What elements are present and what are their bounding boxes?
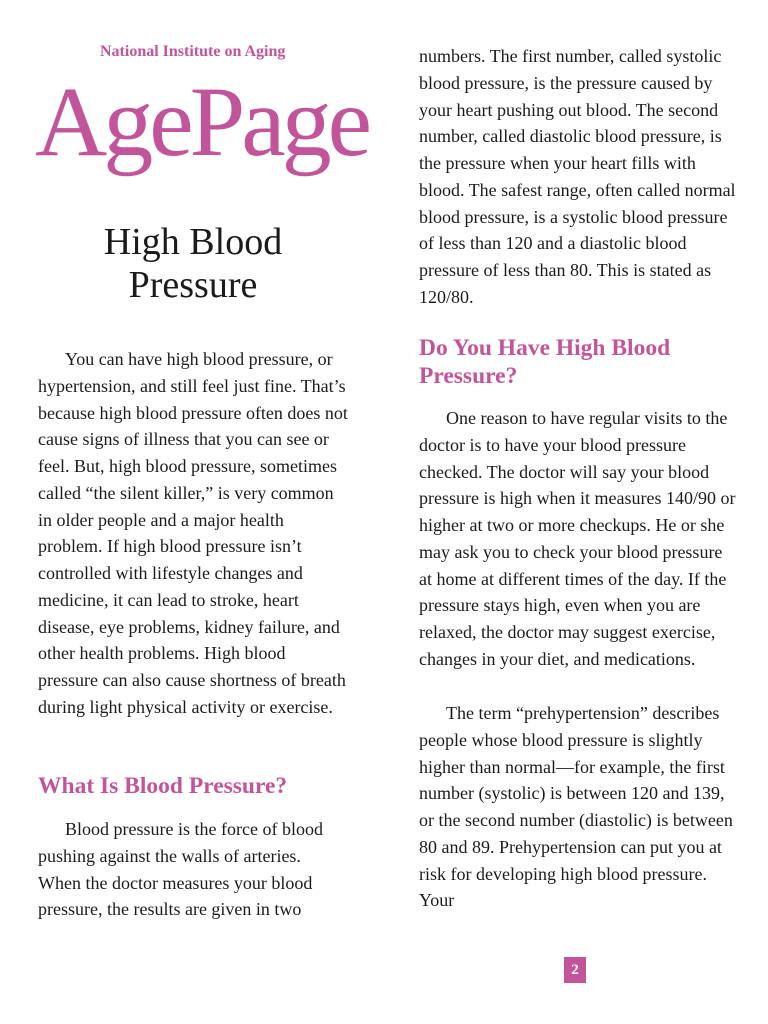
blood-pressure-definition-paragraph-end: numbers. The first number, called systolic blood pressure, is the pressure caused by your heart pushing out blood. The second number, called diastolic blood pressure, is the pressure when your heart fills with blood. The safest range, often called normal blood pressure, is a systolic blood pressure of less than 120 and a diastolic blood pressure of less than 80. This is stated as 120/80. <box>419 46 736 307</box>
organization-name: National Institute on Aging <box>100 43 286 60</box>
prehypertension-paragraph: The term “prehypertension” describes people whose blood pressure is slightly higher than normal—for example, the first number (systolic) is between 120 and 139, or the second number (diastolic) is between 80 and 89. Prehypertension can put you at risk for developing high blood pressure. Your <box>419 703 733 911</box>
agepage-logo: AgePage <box>35 66 368 177</box>
page-title-line-1: High Blood <box>103 221 283 263</box>
section-heading-what-is-blood-pressure: What Is Blood Pressure? <box>38 773 288 799</box>
intro-paragraph: You can have high blood pressure, or hypertension, and still feel just fine. That’s because high blood pressure often does not cause signs of illness that you can see or feel. But, high blood pressure, sometimes called “the silent killer,” is very common in older people and a major health problem. If high blood pressure isn’t controlled with lifestyle changes and medicine, it can lead to stroke, heart disease, eye problems, kidney failure, and other health problems. High blood pressure can also cause shortness of breath during light physical activity or exercise. <box>38 349 348 717</box>
blood-pressure-definition-paragraph-start: Blood pressure is the force of blood pushing against the walls of arteries. When the doctor measures your blood pressure, the results are given in two <box>38 819 323 920</box>
page-title-line-2: Pressure <box>128 264 258 306</box>
regular-visits-paragraph: One reason to have regular visits to the doctor is to have your blood pressure checked. The doctor will say your blood pressure is high when it measures 140/90 or higher at two or more checkups. He or she may ask you to check your blood pressure at home at different times of the day. If the pressure stays high, even when you are relaxed, the doctor may suggest exercise, changes in your diet, and medications. <box>419 408 736 669</box>
section-heading-do-you-have-high-blood-pressure: Do You Have High Blood Pressure? <box>419 335 671 389</box>
page-number-badge: 2 <box>564 957 586 983</box>
page-title <box>38 221 348 307</box>
